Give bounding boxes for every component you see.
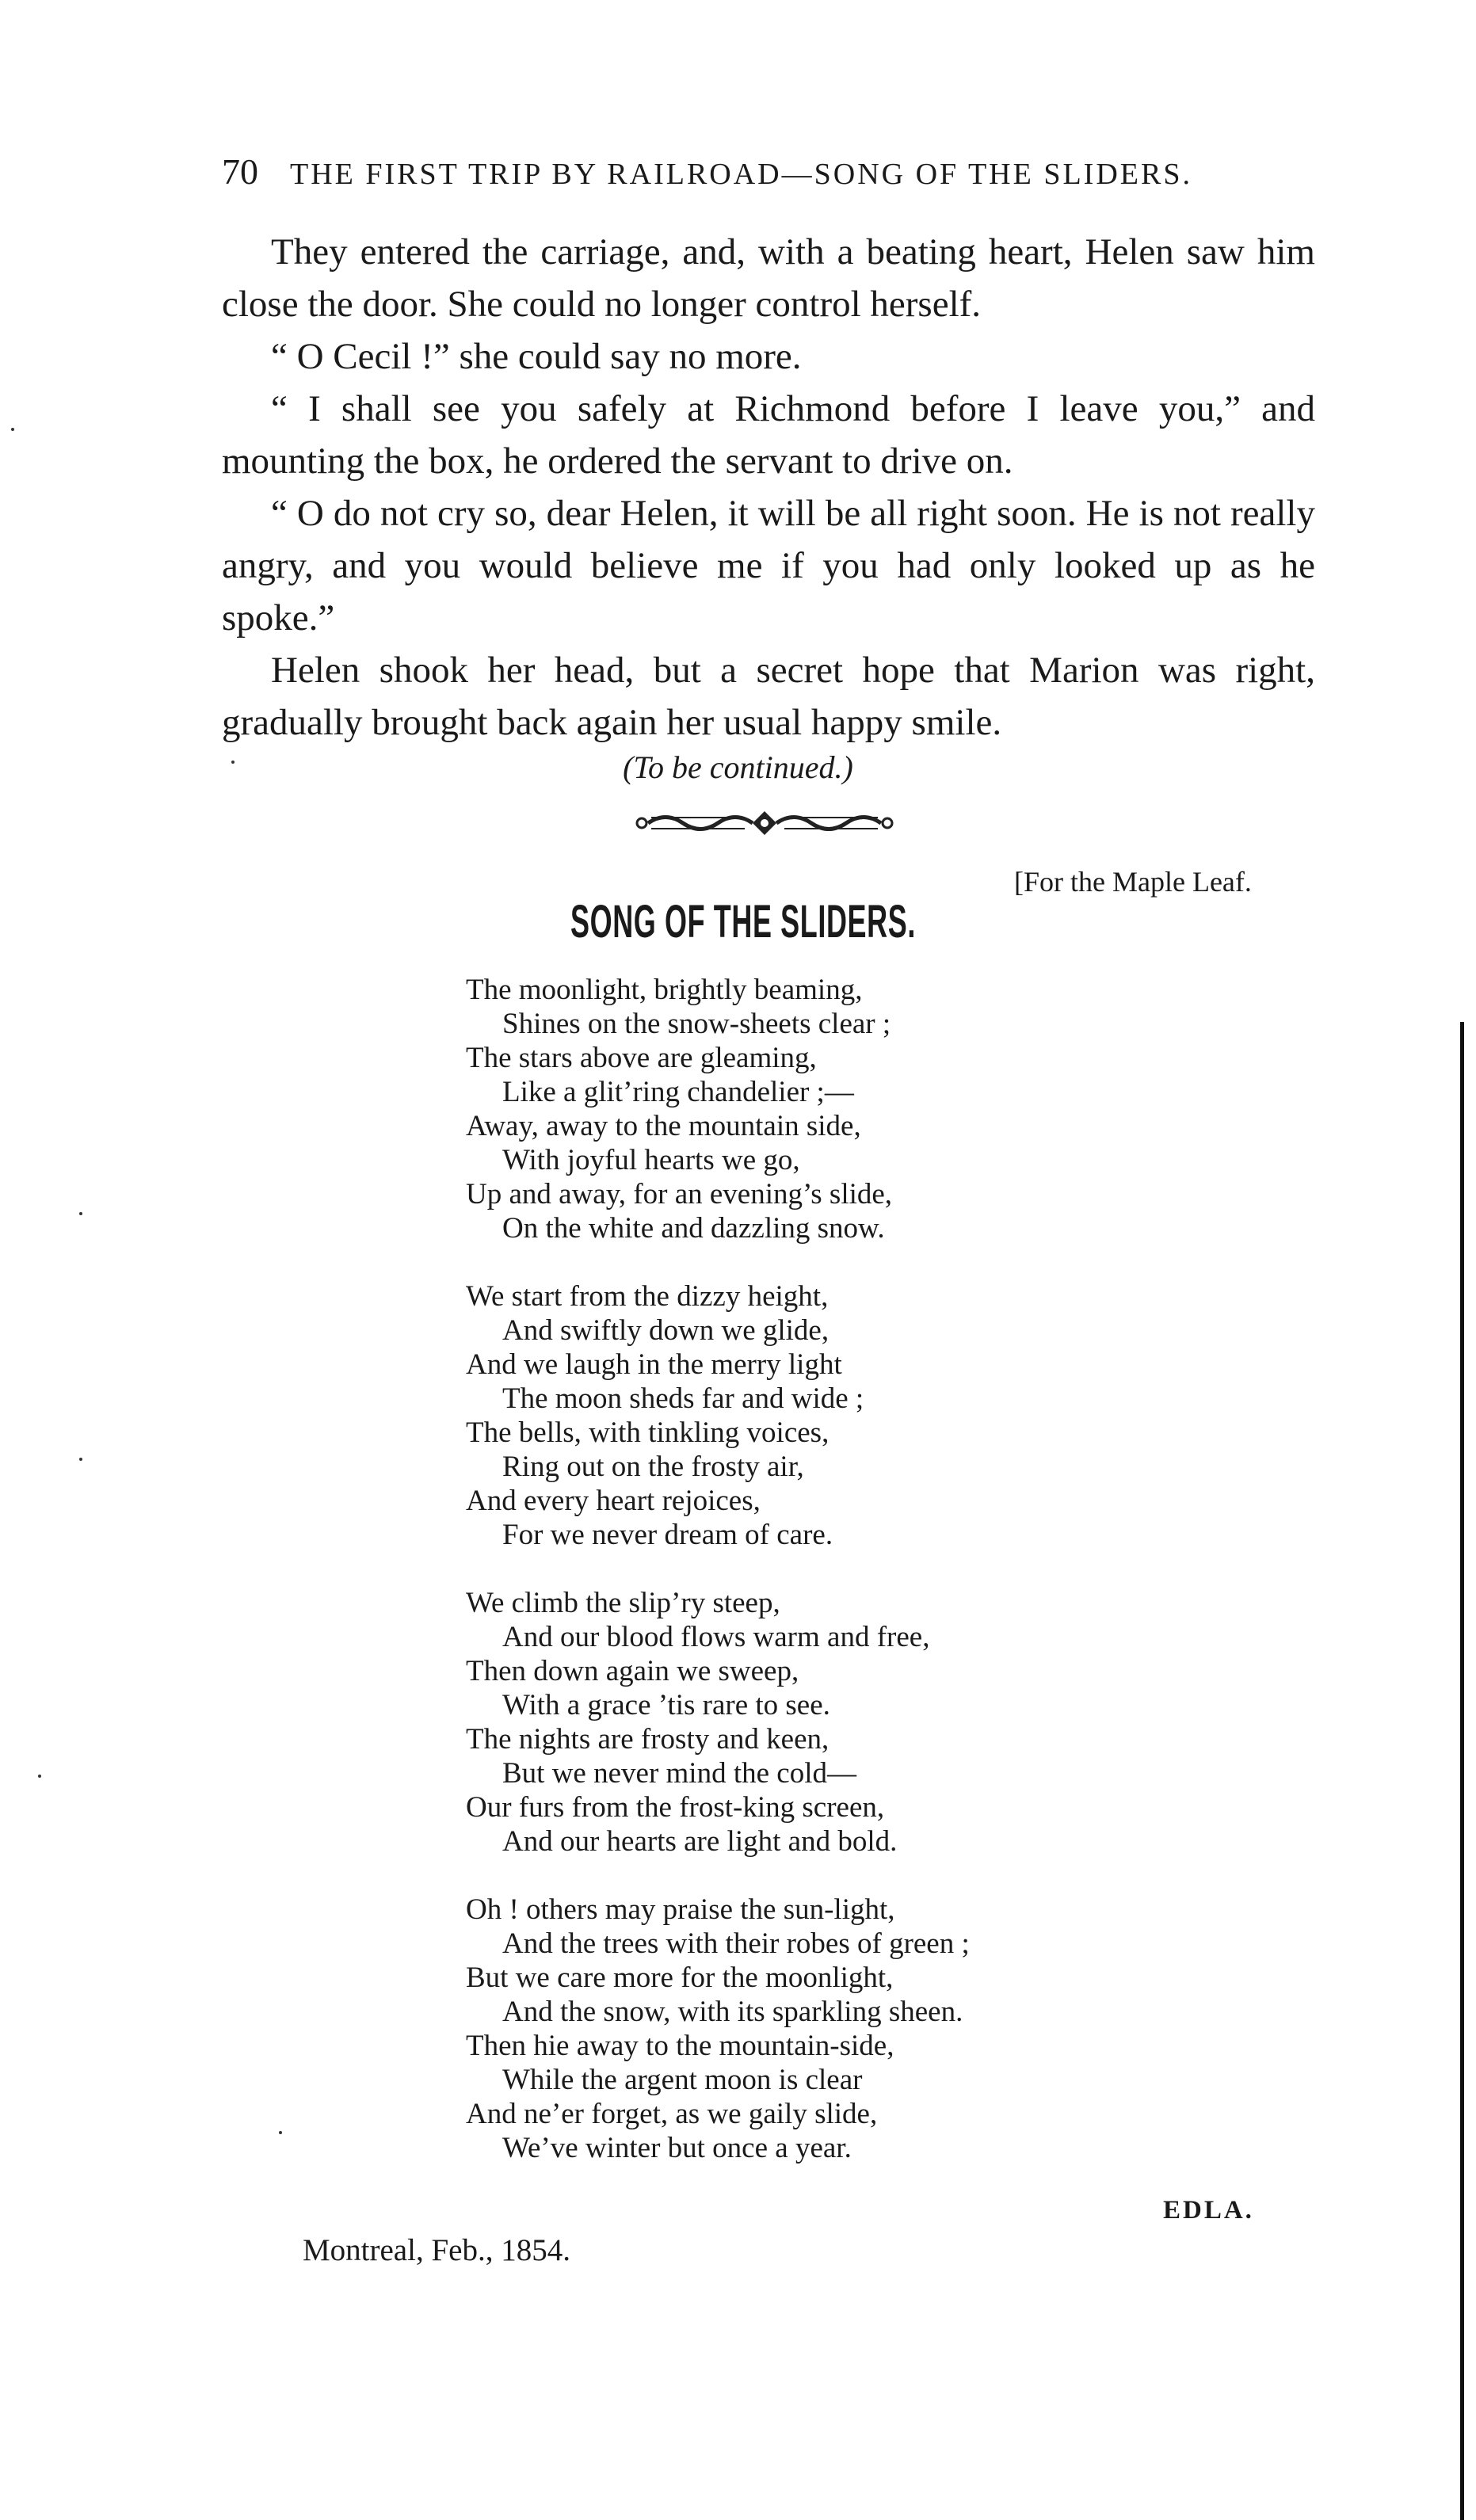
- poem-line: And our hearts are light and bold.: [502, 1825, 898, 1858]
- poem-line: For we never dream of care.: [502, 1519, 833, 1551]
- poem-line: And we laugh in the merry light: [466, 1348, 842, 1381]
- scan-speck: [279, 2131, 282, 2134]
- poem-line: Away, away to the mountain side,: [466, 1110, 861, 1142]
- dateline: Montreal, Feb., 1854.: [303, 2233, 570, 2267]
- poem-line: With joyful hearts we go,: [502, 1144, 800, 1176]
- poem-line: Our furs from the frost-king screen,: [466, 1791, 885, 1824]
- poem-title: SONG OF THE SLIDERS.: [570, 896, 916, 947]
- stanza: [466, 973, 1179, 1245]
- story-text: [222, 226, 1315, 749]
- publication-credit: [For the Maple Leaf.: [1014, 866, 1252, 898]
- poem-line: On the white and dazzling snow.: [502, 1212, 885, 1245]
- running-header: [222, 151, 1252, 193]
- poem-line: We climb the slip’ry steep,: [466, 1587, 780, 1619]
- poem-line: We’ve winter but once a year.: [502, 2132, 852, 2164]
- to-be-continued: (To be continued.): [623, 749, 853, 785]
- scan-speck: [11, 428, 14, 431]
- scan-speck: [79, 1212, 82, 1215]
- page-number: 70: [222, 151, 258, 192]
- poem-line: Like a glit’ring chandelier ;—: [502, 1076, 854, 1108]
- poem-line: We start from the dizzy height,: [466, 1280, 829, 1313]
- poem-line: And every heart rejoices,: [466, 1485, 761, 1517]
- poem-line: With a grace ’tis rare to see.: [502, 1689, 830, 1721]
- paragraph: “ O do not cry so, dear Helen, it will be all right soon. He is not really angry, and you would believe me if you had only looked up as he spoke.”: [222, 493, 1315, 639]
- poem-line: And swiftly down we glide,: [502, 1314, 830, 1347]
- scan-speck: [231, 761, 235, 764]
- paragraph: “ O Cecil !” she could say no more.: [271, 336, 802, 377]
- poem-line: And ne’er forget, as we gaily slide,: [466, 2098, 878, 2130]
- poem-line: The moonlight, brightly beaming,: [466, 974, 863, 1006]
- poem-line: Up and away, for an evening’s slide,: [466, 1178, 893, 1210]
- poem-line: Shines on the snow-sheets clear ;: [502, 1008, 891, 1040]
- poem-line: But we never mind the cold—: [502, 1757, 856, 1790]
- stanza: [466, 1279, 1179, 1552]
- poem-line: And the trees with their robes of green ;: [502, 1927, 970, 1960]
- scan-speck: [38, 1775, 41, 1778]
- running-title: THE FIRST TRIP BY RAILROAD—SONG OF THE SLIDERS.: [290, 158, 1192, 191]
- poem-line: The moon sheds far and wide ;: [502, 1382, 864, 1415]
- stanza: [466, 1586, 1179, 1859]
- author-signature: EDLA.: [1163, 2196, 1254, 2225]
- paragraph: They entered the carriage, and, with a beating heart, Helen saw him close the door. She could no longer control herself.: [222, 231, 1315, 325]
- poem-line: The bells, with tinkling voices,: [466, 1416, 830, 1449]
- poem-line: The nights are frosty and keen,: [466, 1723, 830, 1756]
- poem-line: Ring out on the frosty air,: [502, 1451, 804, 1483]
- poem-line: But we care more for the moonlight,: [466, 1961, 894, 1994]
- paragraph: “ I shall see you safely at Richmond before I leave you,” and mounting the box, he ordered the servant to drive on.: [222, 388, 1315, 482]
- scan-speck: [79, 1458, 82, 1461]
- poem-line: The stars above are gleaming,: [466, 1042, 817, 1074]
- poem-line: While the argent moon is clear: [502, 2064, 863, 2096]
- scan-edge-shadow: [1460, 1022, 1464, 2520]
- poem-line: Then down again we sweep,: [466, 1655, 799, 1687]
- poem-line: And the snow, with its sparkling sheen.: [502, 1996, 963, 2028]
- poem-line: And our blood flows warm and free,: [502, 1621, 930, 1653]
- poem-line: Then hie away to the mountain-side,: [466, 2030, 894, 2062]
- poem: [466, 973, 1179, 2199]
- paragraph: Helen shook her head, but a secret hope that Marion was right, gradually brought back again her usual happy smile.: [222, 650, 1315, 743]
- stanza: [466, 1893, 1179, 2165]
- ornament-divider-icon: [634, 806, 895, 840]
- poem-line: Oh ! others may praise the sun-light,: [466, 1893, 895, 1926]
